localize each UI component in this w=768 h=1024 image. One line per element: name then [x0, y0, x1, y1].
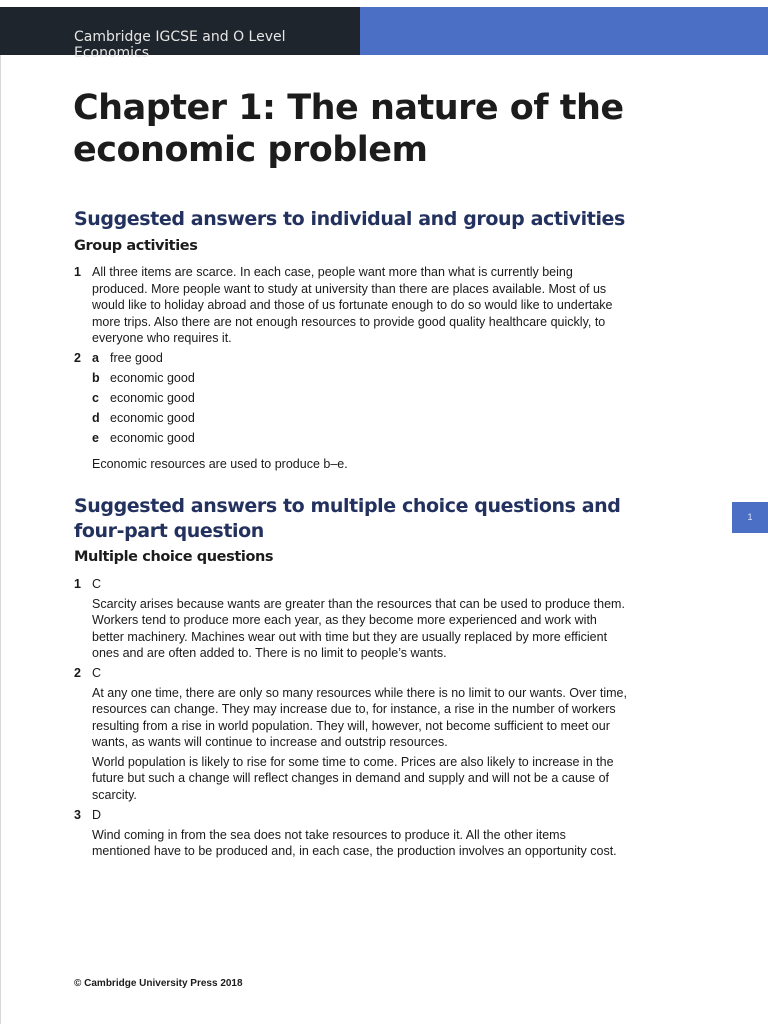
- mcq-explanation: At any one time, there are only so many resources while there is no limit to our wants. Over time, resources can change. They may increase due to, for instance, a rise in the number of workers resulting from a rise in world population. They will, however, not become sufficient to meet our wants, as wants will continue to increase and outstrip resources.: [92, 685, 627, 749]
- chapter-title: [73, 87, 624, 171]
- mcq-explanation-2: World population is likely to rise for some time to come. Prices are also likely to increase in the future but such a change will reflect changes in demand and supply and will not be a cause of scarcity.: [92, 754, 614, 802]
- mcq-item-3: [74, 807, 634, 863]
- sub-item-text: economic good: [110, 391, 195, 405]
- section-heading-line2: four-part question: [74, 520, 264, 542]
- section-heading-mcq: [74, 494, 620, 544]
- chapter-title-line1: Chapter 1: The nature of the: [73, 88, 624, 128]
- activity-note: Economic resources are used to produce b–e.: [92, 457, 348, 471]
- book-title: Cambridge IGCSE and O Level Economics: [74, 29, 286, 61]
- chapter-title-line2: economic problem: [73, 130, 428, 170]
- sub-item-e: [92, 430, 195, 446]
- sub-item-letter: b: [92, 371, 100, 385]
- sub-item-text: economic good: [110, 411, 195, 425]
- sub-item-b: [92, 370, 195, 386]
- subheading-mcq: Multiple choice questions: [74, 549, 274, 565]
- header-accent-bar: [360, 7, 768, 55]
- running-header: [0, 7, 768, 61]
- activity-item-1: [74, 264, 634, 350]
- sub-item-d: [92, 410, 195, 426]
- page-edge: [0, 55, 1, 1024]
- copyright-footer: © Cambridge University Press 2018: [74, 978, 243, 989]
- item-number: 3: [74, 808, 81, 822]
- sub-item-text: economic good: [110, 431, 195, 445]
- mcq-item-1: [74, 576, 634, 665]
- sub-item-letter: c: [92, 391, 99, 405]
- mcq-answer: C: [92, 577, 102, 591]
- sub-item-letter: a: [92, 351, 99, 365]
- section-heading-line1: Suggested answers to multiple choice questions and: [74, 495, 621, 517]
- sub-item-c: [92, 390, 195, 406]
- section-heading-activities: Suggested answers to individual and group activities: [74, 208, 625, 230]
- mcq-answer: C: [92, 666, 102, 680]
- sub-item-text: economic good: [110, 371, 195, 385]
- item-number: 1: [74, 577, 81, 591]
- sub-item-letter: d: [92, 411, 100, 425]
- sub-item-letter: e: [92, 431, 99, 445]
- mcq-item-2: [74, 665, 634, 806]
- item-text: All three items are scarce. In each case, people want more than what is currently being produced. More people want to study at university than there are places available. Most of us would like to holiday abroad and those of us fortunate enough to do so would like to undertake more trips. Also there are not enough resources to provide good quality healthcare quickly, to everyone who requires it.: [92, 265, 613, 345]
- mcq-explanation: Wind coming in from the sea does not take resources to produce it. All the other items mentioned have to be produced and, in each case, the production involves an opportunity cost.: [92, 827, 617, 858]
- item-number: 1: [74, 265, 81, 279]
- subheading-group-activities: Group activities: [74, 238, 198, 254]
- sub-item-text: free good: [110, 351, 163, 365]
- item-number: 2: [74, 666, 81, 680]
- header-title-bar: [0, 7, 360, 61]
- sub-item-a: [92, 350, 163, 366]
- mcq-answer: D: [92, 808, 102, 822]
- mcq-explanation: Scarcity arises because wants are greater than the resources that can be used to produce them. Workers tend to produce more each year, as they become more experienced and work with better machinery. Machines wear out with time but they are usually replaced by more efficient ones and are often added to. There is no limit to people’s wants.: [92, 596, 625, 660]
- item-number: 2: [74, 351, 81, 365]
- page-number-tab: 1: [732, 502, 768, 533]
